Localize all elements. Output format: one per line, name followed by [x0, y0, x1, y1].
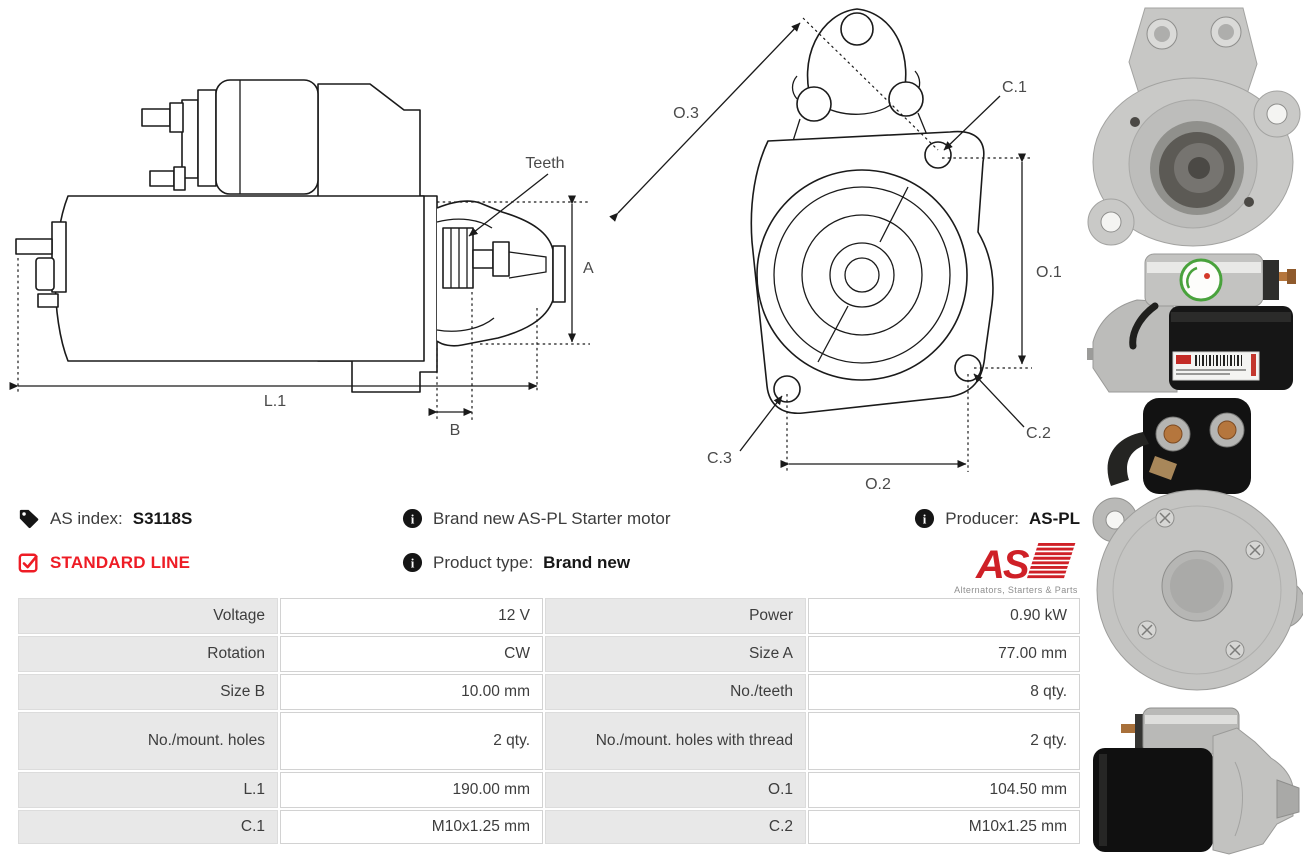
product-photo-column [1085, 0, 1303, 860]
dim-label-c2: C.2 [1026, 425, 1051, 442]
spec-value-no-teeth: 8 qty. [808, 674, 1080, 710]
starter-front-view-diagram [600, 0, 1100, 500]
as-index-label: AS index: [50, 509, 123, 528]
spec-value-c2: M10x1.25 mm [808, 810, 1080, 844]
logo-stripes [1027, 543, 1075, 578]
spec-label-power: Power [545, 598, 806, 634]
product-info-bar [18, 506, 1080, 596]
spec-value-o1: 104.50 mm [808, 772, 1080, 808]
spec-label-size-a: Size A [545, 636, 806, 672]
starter-photo-front-view [1085, 2, 1303, 248]
info-icon [914, 508, 935, 529]
as-index-value: S3118S [132, 509, 193, 528]
spec-value-mount-holes-thread: 2 qty. [808, 712, 1080, 770]
starter-photo-rear-view [1085, 398, 1303, 700]
starter-side-view-diagram [0, 0, 620, 500]
spec-label-voltage: Voltage [18, 598, 278, 634]
info-icon [402, 552, 423, 573]
spec-value-l1: 190.00 mm [280, 772, 543, 808]
checkbox-checked-icon [18, 552, 40, 574]
spec-label-mount-holes: No./mount. holes [18, 712, 278, 770]
standard-line-badge: STANDARD LINE [50, 553, 191, 572]
dim-label-a: A [583, 260, 594, 277]
brand-line-text: Brand new AS-PL Starter motor [433, 508, 671, 528]
standard-line-row [18, 552, 190, 574]
brand-line-row [402, 508, 670, 529]
logo-tagline: Alternators, Starters & Parts [954, 585, 1078, 595]
spec-label-c1: C.1 [18, 810, 278, 844]
svg-text:i: i [923, 512, 927, 527]
spec-label-mount-holes-thread: No./mount. holes with thread [545, 712, 806, 770]
as-pl-logo-graphic [946, 538, 1086, 598]
producer-value: AS-PL [1029, 508, 1080, 528]
logo-text: AS [976, 543, 1028, 587]
spec-label-c2: C.2 [545, 810, 806, 844]
dim-label-c1: C.1 [1002, 79, 1027, 96]
as-pl-logo [946, 538, 1086, 603]
as-index-row [18, 508, 192, 530]
spec-value-size-a: 77.00 mm [808, 636, 1080, 672]
spec-value-size-b: 10.00 mm [280, 674, 543, 710]
tag-icon [18, 508, 40, 530]
starter-photo-drive-side-view [1085, 702, 1303, 860]
starter-photo-side-label-view [1085, 250, 1303, 396]
dim-label-o3: O.3 [673, 105, 699, 122]
spec-value-voltage: 12 V [280, 598, 543, 634]
svg-text:i: i [410, 512, 415, 527]
producer-label: Producer: [945, 508, 1019, 528]
dim-label-o1: O.1 [1036, 264, 1062, 281]
product-type-row [402, 552, 630, 573]
spec-label-size-b: Size B [18, 674, 278, 710]
product-type-label: Product type: [433, 552, 534, 572]
spec-label-no-teeth: No./teeth [545, 674, 806, 710]
spec-value-rotation: CW [280, 636, 543, 672]
dim-label-l1: L.1 [263, 393, 287, 410]
info-icon [402, 508, 423, 529]
spec-value-c1: M10x1.25 mm [280, 810, 543, 844]
spec-table [18, 598, 1080, 844]
dim-label-c3: C.3 [707, 450, 732, 467]
spec-label-rotation: Rotation [18, 636, 278, 672]
dim-label-o2: O.2 [865, 476, 891, 493]
dim-label-b: B [449, 422, 461, 439]
teeth-label: Teeth [525, 155, 565, 172]
producer-row [914, 508, 1080, 529]
spec-label-l1: L.1 [18, 772, 278, 808]
spec-value-power: 0.90 kW [808, 598, 1080, 634]
svg-text:i: i [410, 556, 415, 571]
spec-label-o1: O.1 [545, 772, 806, 808]
product-type-value: Brand new [543, 552, 631, 572]
spec-value-mount-holes: 2 qty. [280, 712, 543, 770]
